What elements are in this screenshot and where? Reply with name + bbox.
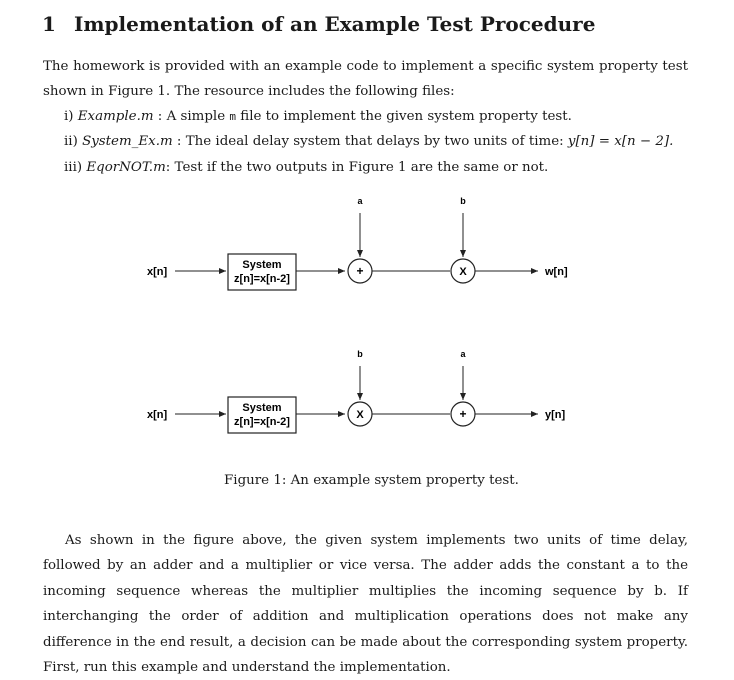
bottom-input-label: x[n] (147, 409, 168, 421)
top-system-equation: z[n]=x[n-2] (234, 273, 290, 285)
delay-equation: y[n] = x[n − 2]. (567, 134, 674, 150)
top-op2-input-label: b (460, 196, 466, 206)
bottom-chain (147, 349, 566, 433)
top-op1-input-label: a (357, 196, 363, 206)
intro-paragraph: The homework is provided with an example code to implement a specific system property test shown in Figure 1. The resource includes the following files: (43, 59, 688, 100)
figure-caption: Figure 1: An example system property test. (224, 473, 519, 488)
section-number: 1 (42, 12, 56, 36)
top-op2-symbol: X (459, 266, 467, 278)
bottom-output-label: y[n] (545, 409, 566, 421)
file-name: EqorNOT.m (86, 159, 166, 175)
top-chain (147, 196, 568, 290)
bottom-op1-symbol: X (356, 409, 364, 421)
file-item-eqornot: iii) EqorNOT.m: Test if the two outputs in Figure 1 are the same or not. (64, 159, 549, 175)
top-system-label: System (242, 259, 282, 271)
outro-paragraph: As shown in the figure above, the given system implements two units of time delay, followed by an adder and a multiplier or vice versa. The adder adds the constant a to the incoming sequence whereas the multiplier multiplies the incoming sequence by b. If interchanging the order of addition and multiplication operations does not make any difference in the end result, a decision can be made about the corresponding system property. First, run this example and understand the implementation. (43, 533, 688, 676)
section-title: Implementation of an Example Test Procedure (74, 12, 596, 36)
file-name: Example.m (77, 109, 154, 124)
top-output-label: w[n] (545, 266, 568, 278)
file-item-example: i) Example.m : A simple m file to implement the given system property test. (64, 109, 572, 124)
bottom-op1-input-label: b (357, 349, 363, 359)
bottom-op2-input-label: a (460, 349, 466, 359)
file-item-system: ii) System_Ex.m : The ideal delay system that delays by two units of time: y[n] = x[n − 2]. (64, 134, 674, 150)
bottom-system-label: System (242, 402, 282, 414)
top-op1-symbol: + (356, 264, 364, 278)
file-name: System_Ex.m (82, 134, 173, 150)
bottom-system-equation: z[n]=x[n-2] (234, 416, 290, 428)
top-input-label: x[n] (147, 266, 168, 278)
bottom-op2-symbol: + (459, 407, 467, 421)
